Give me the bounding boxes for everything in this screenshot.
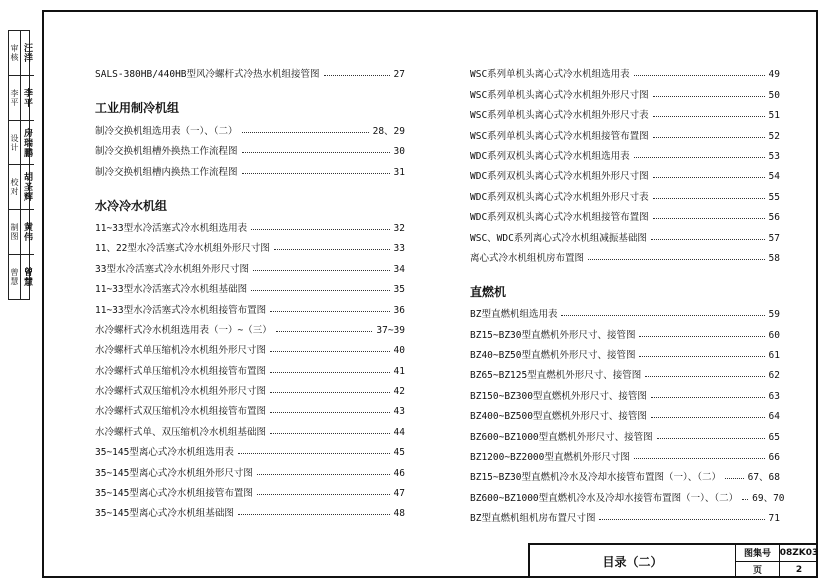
- leader-dots: [653, 177, 765, 178]
- leader-dots: [657, 438, 765, 439]
- toc-entry-title: 水冷螺杆式双压缩机冷水机组外形尺寸图: [95, 386, 267, 398]
- leader-dots: [270, 412, 390, 413]
- toc-right-column: [470, 60, 785, 525]
- toc-entry-page: 35: [393, 284, 405, 296]
- leader-dots: [270, 433, 390, 434]
- leader-dots: [270, 392, 390, 393]
- leader-dots: [653, 137, 765, 138]
- toc-entry-title: WDC系列双机头离心式冷水机组选用表: [470, 150, 630, 162]
- toc-entry-title: 制冷交换机组选用表（一）、（二）: [95, 125, 238, 137]
- toc-entry-page: 63: [768, 390, 780, 402]
- leader-dots: [270, 311, 389, 312]
- toc-entry[interactable]: [470, 361, 780, 381]
- toc-entry[interactable]: [95, 157, 405, 177]
- toc-entry-page: 27: [393, 69, 405, 81]
- page-label: 页: [736, 562, 780, 579]
- toc-entry-title: BZ65~BZ125型直燃机外形尺寸、接管图: [470, 370, 642, 382]
- toc-entry-title: 35~145型离心式冷水机组外形尺寸图: [95, 467, 253, 479]
- toc-entry-title: BZ150~BZ300型直燃机外形尺寸、接管图: [470, 390, 647, 402]
- toc-entry-title: BZ600~BZ1000型直燃机外形尺寸、接管图: [470, 431, 653, 443]
- toc-entry-title: 水冷螺杆式单压缩机冷水机组接管布置图: [95, 365, 267, 377]
- signature-sidebar: [8, 30, 30, 300]
- toc-entry[interactable]: [95, 336, 405, 356]
- toc-entry[interactable]: [470, 381, 780, 401]
- toc-entry-title: WSC系列单机头离心式冷水机组外形尺寸表: [470, 110, 649, 122]
- toc-entry-title: BZ型直燃机组机房布置尺寸图: [470, 513, 596, 525]
- leader-dots: [242, 173, 390, 174]
- toc-entry-page: 43: [393, 406, 405, 418]
- leader-dots: [634, 75, 765, 76]
- sidebar-label: 李平: [9, 76, 20, 121]
- toc-entry-title: 水冷螺杆式单压缩机冷水机组外形尺寸图: [95, 345, 267, 357]
- toc-entry[interactable]: [95, 214, 405, 234]
- toc-entry[interactable]: [470, 162, 780, 182]
- toc-entry[interactable]: [470, 101, 780, 121]
- toc-entry-page: 31: [393, 166, 405, 178]
- leader-dots: [257, 474, 390, 475]
- leader-dots: [242, 132, 369, 133]
- toc-entry[interactable]: [470, 60, 780, 80]
- toc-entry-page: 45: [393, 447, 405, 459]
- toc-entry-page: 57: [768, 232, 780, 244]
- toc-entry-page: 71: [768, 513, 780, 525]
- toc-entry[interactable]: [95, 275, 405, 295]
- toc-entry-title: 制冷交换机组槽外换热工作流程图: [95, 146, 238, 158]
- toc-entry-page: 48: [393, 508, 405, 520]
- toc-entry-page: 61: [768, 350, 780, 362]
- sidebar-signature: 黄伟: [21, 210, 34, 255]
- toc-entry[interactable]: [470, 402, 780, 422]
- leader-dots: [588, 259, 765, 260]
- leader-dots: [639, 336, 764, 337]
- toc-entry-title: BZ600~BZ1000型直燃机冷水及冷却水接管布置图（一）、（二）: [470, 492, 739, 504]
- leader-dots: [251, 229, 389, 230]
- toc-entry-title: WDC系列双机头离心式冷水机组外形尺寸图: [470, 171, 649, 183]
- toc-entry-page: 34: [393, 263, 405, 275]
- toc-entry-page: 50: [768, 89, 780, 101]
- toc-entry-page: 52: [768, 130, 780, 142]
- leader-dots: [634, 458, 765, 459]
- toc-entry-page: 46: [393, 467, 405, 479]
- toc-entry[interactable]: [470, 121, 780, 141]
- atlas-label: 图集号: [736, 545, 780, 562]
- toc-entry-page: 58: [768, 252, 780, 264]
- toc-entry-page: 32: [393, 222, 405, 234]
- toc-entry-page: 41: [393, 365, 405, 377]
- leader-dots: [270, 372, 390, 373]
- leader-dots: [599, 519, 764, 520]
- title-block: [528, 543, 818, 578]
- toc-entry[interactable]: [95, 377, 405, 397]
- toc-entry[interactable]: [470, 483, 785, 504]
- toc-entry-title: 35~145型离心式冷水机组接管布置图: [95, 488, 253, 500]
- leader-dots: [653, 116, 765, 117]
- toc-entry-title: 11~33型水冷活塞式冷水机组接管布置图: [95, 304, 267, 316]
- leader-dots: [653, 218, 765, 219]
- toc-entry[interactable]: [95, 234, 405, 254]
- leader-dots: [653, 96, 765, 97]
- leader-dots: [653, 198, 765, 199]
- toc-entry[interactable]: [95, 499, 405, 519]
- toc-entry-page: 42: [393, 386, 405, 398]
- toc-entry-title: WSC系列单机头离心式冷水机组外形尺寸图: [470, 89, 649, 101]
- sidebar-signature: 曾慧: [22, 267, 32, 288]
- section-heading: 直燃机: [470, 284, 507, 299]
- toc-entry-page: 66: [768, 452, 780, 464]
- toc-entry-page: 33: [393, 243, 405, 255]
- toc-entry[interactable]: [95, 438, 405, 458]
- toc-entry-title: 水冷螺杆式单、双压缩机冷水机组基础图: [95, 426, 267, 438]
- leader-dots: [651, 239, 765, 240]
- toc-entry-page: 37~39: [376, 324, 405, 336]
- toc-entry[interactable]: [470, 80, 780, 100]
- toc-entry[interactable]: [470, 422, 780, 442]
- page-number: 2: [795, 564, 803, 575]
- toc-entry[interactable]: [95, 316, 405, 336]
- leader-dots: [725, 478, 744, 479]
- section-heading: 水冷冷水机组: [95, 198, 168, 213]
- leader-dots: [742, 499, 748, 500]
- toc-entry[interactable]: [470, 504, 780, 524]
- toc-entry[interactable]: [95, 116, 405, 136]
- toc-entry[interactable]: [470, 463, 780, 483]
- toc-entry[interactable]: [95, 60, 405, 80]
- leader-dots: [324, 75, 390, 76]
- leader-dots: [253, 270, 390, 271]
- toc-entry-title: SALS-380HB/440HB型风冷螺杆式冷热水机组接管图: [95, 69, 320, 81]
- leader-dots: [651, 417, 765, 418]
- toc-entry-page: 60: [768, 329, 780, 341]
- toc-entry[interactable]: [95, 254, 405, 274]
- toc-entry[interactable]: [470, 443, 780, 463]
- toc-entry-page: 30: [393, 146, 405, 158]
- sidebar-signature: 胡圣辉: [21, 165, 34, 210]
- leader-dots: [561, 315, 764, 316]
- toc-entry-title: WSC、WDC系列离心式冷水机组减振基础图: [470, 232, 647, 244]
- toc-entry-title: 33型水冷活塞式冷水机组外形尺寸图: [95, 263, 249, 275]
- toc-entry-page: 59: [768, 309, 780, 321]
- toc-entry[interactable]: [95, 295, 405, 315]
- leader-dots: [242, 152, 390, 153]
- toc-entry-page: 67、68: [747, 472, 780, 484]
- leader-dots: [645, 376, 764, 377]
- sidebar-label: 曾慧: [10, 268, 19, 287]
- toc-entry-title: 制冷交换机组槽内换热工作流程图: [95, 166, 238, 178]
- sidebar-label: 制图: [9, 210, 20, 255]
- toc-entry[interactable]: [470, 341, 780, 361]
- sidebar-signature: 汪洋: [21, 31, 34, 76]
- leader-dots: [251, 290, 389, 291]
- toc-entry-title: BZ400~BZ500型直燃机外形尺寸、接管图: [470, 411, 647, 423]
- toc-entry-page: 64: [768, 411, 780, 423]
- leader-dots: [634, 157, 765, 158]
- toc-entry[interactable]: [470, 182, 780, 202]
- sidebar-label: 校对: [9, 165, 20, 210]
- toc-entry[interactable]: [470, 223, 780, 243]
- leader-dots: [270, 351, 390, 352]
- toc-entry-title: BZ1200~BZ2000型直燃机外形尺寸图: [470, 452, 630, 464]
- toc-entry-title: WSC系列单机头离心式冷水机组接管布置图: [470, 130, 649, 142]
- leader-dots: [238, 514, 390, 515]
- toc-entry[interactable]: [95, 479, 405, 499]
- toc-entry-page: 53: [768, 150, 780, 162]
- toc-entry[interactable]: [95, 356, 405, 376]
- toc-entry-title: BZ15~BZ30型直燃机外形尺寸、接管图: [470, 329, 636, 341]
- toc-entry-title: 11~33型水冷活塞式冷水机组选用表: [95, 222, 248, 234]
- toc-entry[interactable]: [470, 300, 780, 320]
- toc-entry[interactable]: [95, 417, 405, 437]
- sidebar-signature: 李平: [21, 76, 34, 121]
- toc-entry-page: 56: [768, 212, 780, 224]
- toc-entry-page: 55: [768, 191, 780, 203]
- toc-entry-page: 49: [768, 69, 780, 81]
- toc-entry-page: 47: [393, 488, 405, 500]
- leader-dots: [639, 356, 764, 357]
- toc-entry-title: 35~145型离心式冷水机组选用表: [95, 447, 234, 459]
- toc-entry-page: 40: [393, 345, 405, 357]
- leader-dots: [276, 331, 373, 332]
- leader-dots: [274, 249, 390, 250]
- atlas-number: 08ZK03: [780, 545, 818, 562]
- toc-entry-page: 51: [768, 110, 780, 122]
- page-title: 目录（二）: [530, 545, 736, 578]
- toc-entry-page: 36: [393, 304, 405, 316]
- toc-entry-title: 水冷螺杆式双压缩机冷水机组接管布置图: [95, 406, 267, 418]
- toc-entry[interactable]: [95, 458, 405, 478]
- toc-entry-page: 54: [768, 171, 780, 183]
- toc-entry-title: WDC系列双机头离心式冷水机组外形尺寸表: [470, 191, 649, 203]
- toc-entry[interactable]: [95, 137, 405, 157]
- toc-entry[interactable]: [470, 142, 780, 162]
- sidebar-signature: 房瑞鹏: [21, 121, 34, 166]
- toc-entry-title: WSC系列单机头离心式冷水机组选用表: [470, 69, 630, 81]
- toc-entry-title: 11~33型水冷活塞式冷水机组基础图: [95, 284, 248, 296]
- toc-entry[interactable]: [470, 244, 780, 264]
- toc-entry-title: 水冷螺杆式冷水机组选用表（一）~（三）: [95, 324, 272, 336]
- toc-entry[interactable]: [470, 203, 780, 223]
- toc-entry-page: 28、29: [372, 125, 405, 137]
- leader-dots: [257, 494, 390, 495]
- toc-entry-page: 62: [768, 370, 780, 382]
- toc-entry-page: 44: [393, 426, 405, 438]
- leader-dots: [238, 453, 390, 454]
- section-heading: 工业用制冷机组: [95, 101, 180, 116]
- toc-entry[interactable]: [470, 320, 780, 340]
- toc-entry-title: 35~145型离心式冷水机组基础图: [95, 508, 234, 520]
- toc-left-column: [95, 60, 405, 519]
- toc-entry[interactable]: [95, 397, 405, 417]
- toc-entry-page: 69、70: [752, 492, 785, 504]
- toc-entry-title: 11、22型水冷活塞式冷水机组外形尺寸图: [95, 243, 270, 255]
- leader-dots: [651, 397, 765, 398]
- sidebar-label: 设计: [9, 121, 20, 166]
- toc-entry-title: BZ型直燃机组选用表: [470, 309, 558, 321]
- toc-entry-title: BZ15~BZ30型直燃机冷水及冷却水接管布置图（一）、（二）: [470, 472, 721, 484]
- toc-entry-title: 离心式冷水机组机房布置图: [470, 252, 585, 264]
- toc-entry-title: WDC系列双机头离心式冷水机组接管布置图: [470, 212, 649, 224]
- toc-entry-page: 65: [768, 431, 780, 443]
- sidebar-label: 审核: [9, 31, 20, 76]
- toc-entry-title: BZ40~BZ50型直燃机外形尺寸、接管图: [470, 350, 636, 362]
